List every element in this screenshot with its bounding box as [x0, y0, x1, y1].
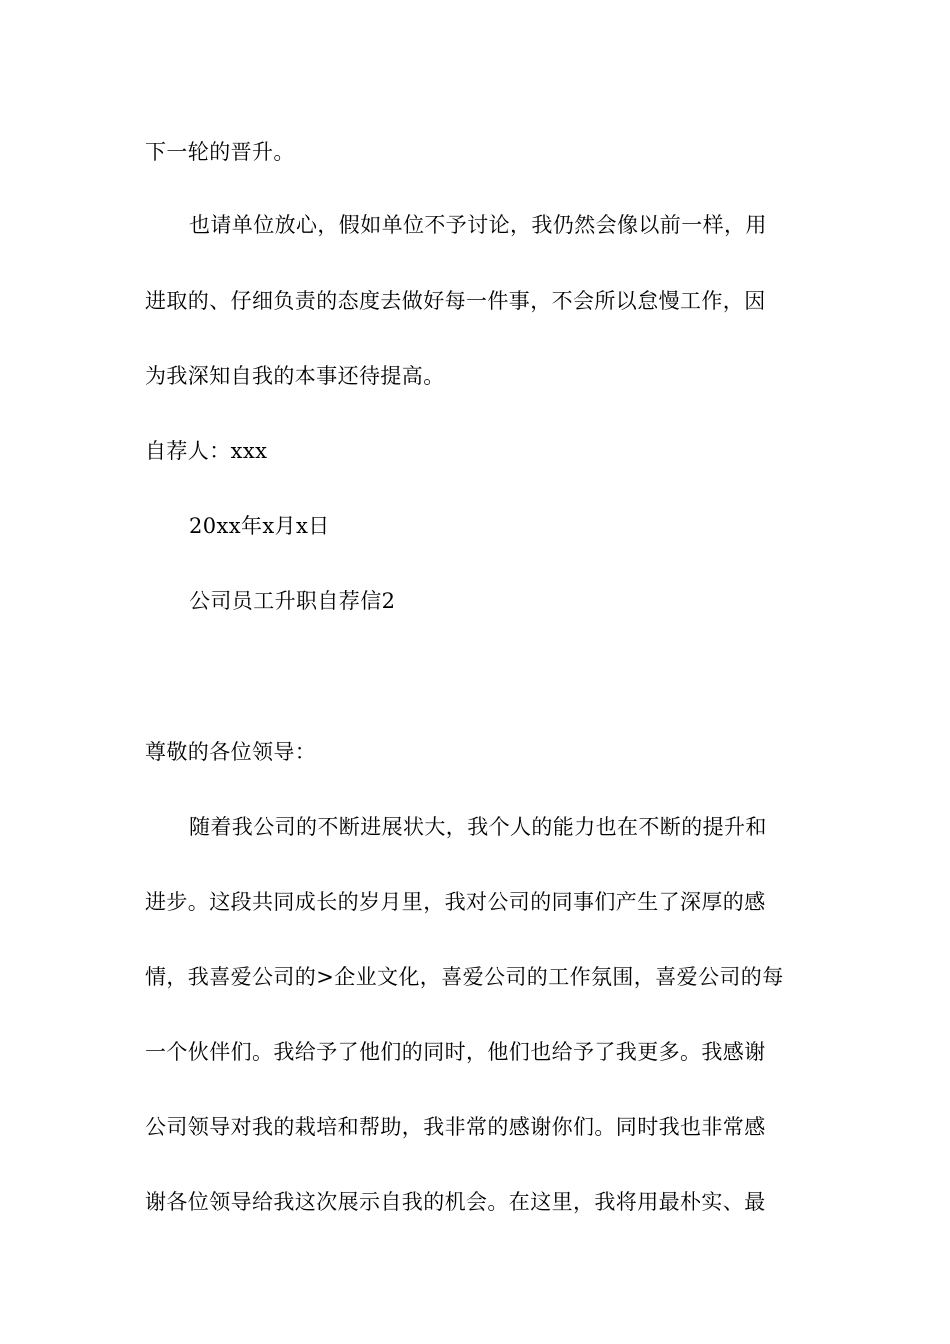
- paragraph-line: 下一轮的晋升。: [145, 140, 295, 164]
- date-line: 20xx年x月x日: [189, 514, 330, 538]
- paragraph-line: 情，我喜爱公司的>企业文化，喜爱公司的工作氛围，喜爱公司的每: [145, 965, 784, 989]
- paragraph-line: 公司领导对我的栽培和帮助，我非常的感谢你们。同时我也非常感: [145, 1115, 766, 1139]
- paragraph-line: 一个伙伴们。我给予了他们的同时，他们也给予了我更多。我感谢: [145, 1040, 766, 1064]
- signature-line: 自荐人：xxx: [145, 439, 268, 463]
- paragraph-line: 也请单位放心，假如单位不予讨论，我仍然会像以前一样，用: [189, 213, 767, 237]
- section-title: 公司员工升职自荐信2: [189, 589, 396, 613]
- paragraph-line: 为我深知自我的本事还待提高。: [145, 364, 445, 388]
- paragraph-line: 随着我公司的不断进展状大，我个人的能力也在不断的提升和: [189, 815, 767, 839]
- paragraph-line: 进取的、仔细负责的态度去做好每一件事，不会所以怠慢工作，因: [145, 289, 766, 313]
- paragraph-line: 进步。这段共同成长的岁月里，我对公司的同事们产生了深厚的感: [145, 890, 766, 914]
- salutation-line: 尊敬的各位领导：: [145, 740, 317, 764]
- paragraph-line: 谢各位领导给我这次展示自我的机会。在这里，我将用最朴实、最: [145, 1190, 766, 1214]
